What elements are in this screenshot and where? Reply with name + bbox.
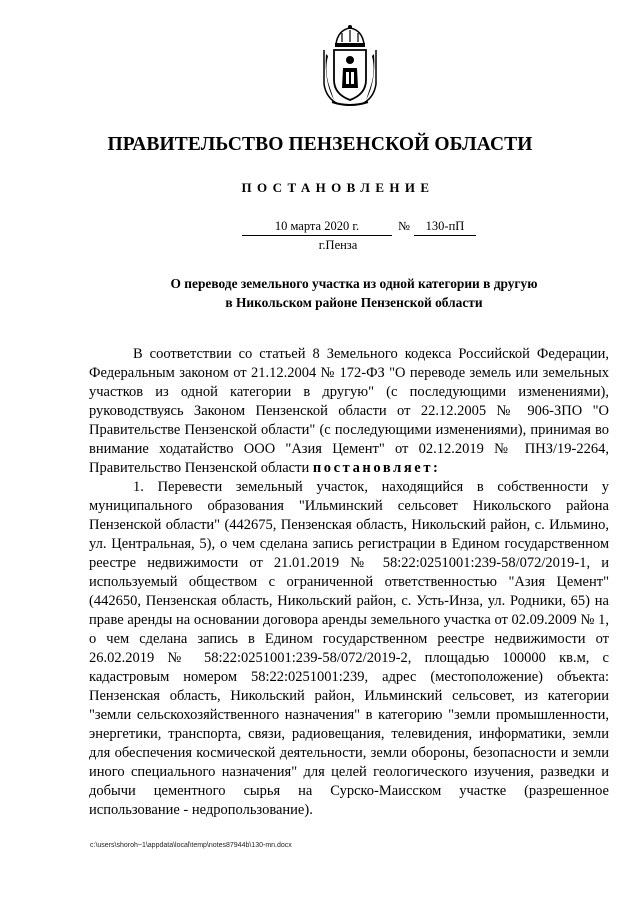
file-path-footer: c:\users\shoroh~1\appdata\local\temp\notes87944b\130-mn.docx [90,842,292,849]
organization-name: ПРАВИТЕЛЬСТВО ПЕНЗЕНСКОЙ ОБЛАСТИ [107,134,533,155]
item-1-text: Перевести земельный участок, находящийся в собственности у муниципального образования "Ильминский сельсовет Никольского района Пензенской области" (442675, Пензенская область, Никольский район, с. Ильмино, ул. Центральная, 5), о чем сделана запись регистрации в Едином государственном реестре недвижимости от 21.01.2019 № 58:22:0251001:239-58/072/2019-1, и используемый обществом с ограниченной ответственностью "Азия Цемент" (442650, Пензенская область, Никольский район, с. Усть-Инза, ул. Родники, 65) на праве аренды на основании договора аренды земельного участка от 02.09.2009 № 1, о чем сделана запись в Едином государственном реестре недвижимости от 26.02.2019 № 58:22:0251001:239-58/072/2019-2, площадью 100000 кв.м, с кадастровым номером 58:22:0251001:239, адрес (местоположение) объекта: Пензенская область, Никольский район, Ильминский сельсовет, из категории "земли сельскохозяйственного назначения" в категорию "земли промышленности, энергетики, транспорта, связи, радиовещания, телевидения, информатики, земли для обеспечения космической деятельности, земли обороны, безопасности и земли иного специального назначения" для целей геологического изучения, разведки и добычи цементного сырья на Сурско-Маисском участке (разрешенное использование - недропользование). [89,479,610,818]
number-sign: № [398,219,410,233]
document-date: 10 марта 2020 г. [242,219,392,236]
coat-of-arms-emblem [320,24,380,108]
title-line-1: О переводе земельного участка из одной категории в другую [170,276,538,291]
document-city: г.Пенза [318,238,358,252]
document-body [89,345,609,820]
document-number: 130-пП [414,219,476,236]
item-1-number: 1. [133,479,144,495]
resolves-text: постановляет: [312,460,441,476]
document-type: ПОСТАНОВЛЕНИЕ [241,180,435,195]
preamble-paragraph [89,345,609,478]
item-1-paragraph [89,478,609,820]
preamble-text: В соответствии со статьей 8 Земельного кодекса Российской Федерации, Федеральным законом от 21.12.2004 № 172-ФЗ "О переводе земель или земельных участков из одной категории в другую" (с последующими изменениями), руководствуясь Законом Пензенской области от 22.12.2005 № 906-ЗПО "О Правительстве Пензенской области" (с последующими изменениями), принимая во внимание ходатайство ООО "Азия Цемент" от 02.12.2019 № ПНЗ/19-2264, Правительство Пензенской области [89,346,609,476]
title-line-2: в Никольском районе Пензенской области [225,295,483,310]
document-title [0,274,640,312]
